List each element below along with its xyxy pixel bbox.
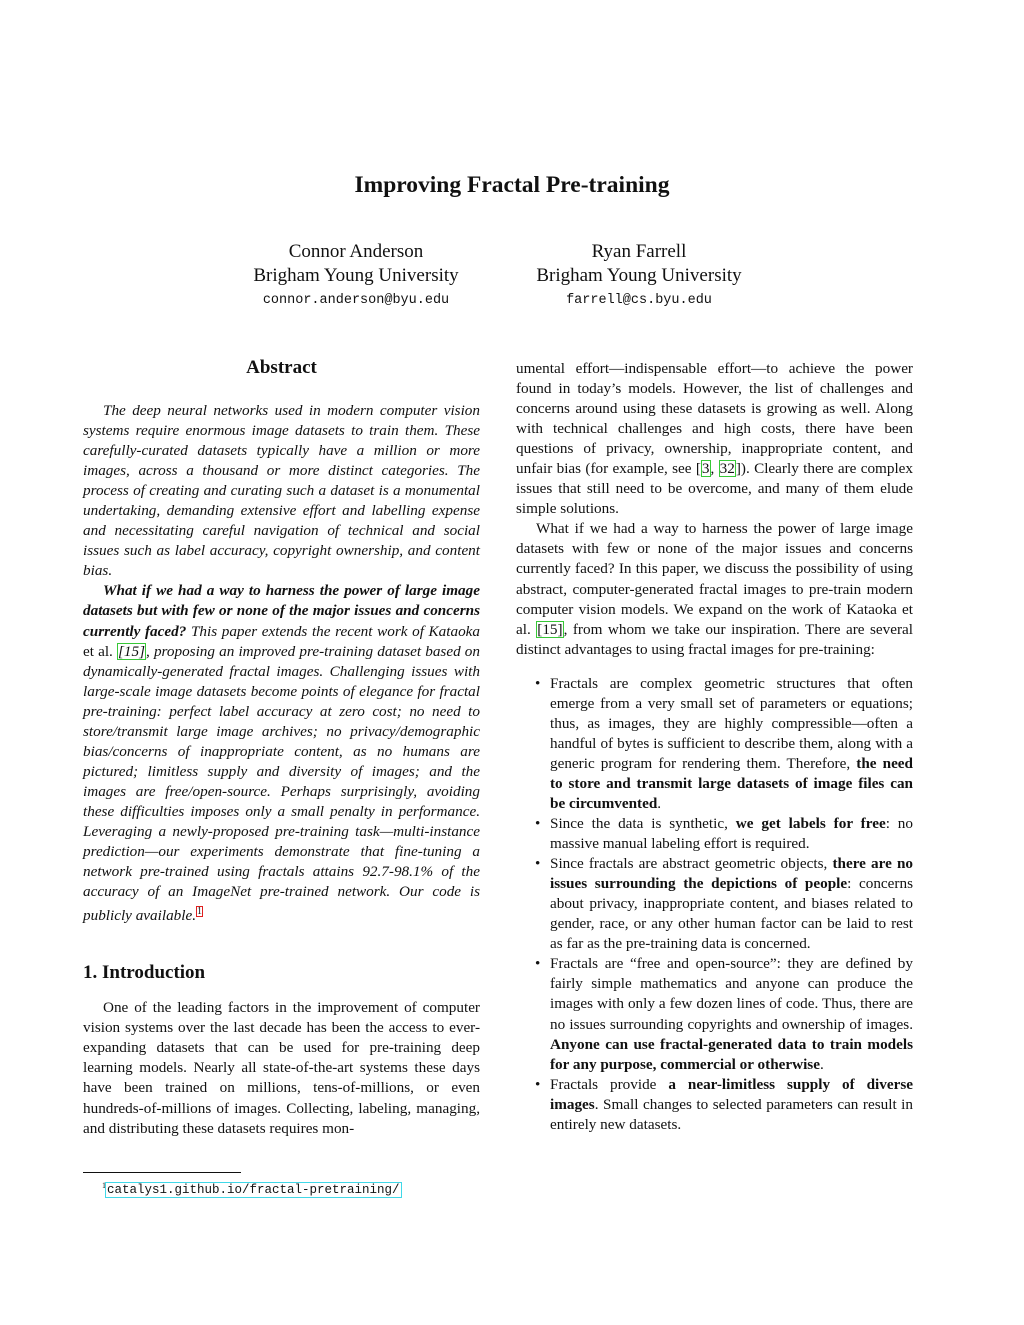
list-item: • Since fractals are abstract geometric objects, there are no issues surrounding the depictions of people: concerns about privacy, inappropriate content, and biases related to gender, race, or any other human factor can be laid to rest as far as the pre-training data is concerned. [535, 855, 914, 953]
bullet-icon: • [535, 1075, 541, 1093]
footnote [102, 1178, 401, 1198]
citation-link[interactable]: 32 [719, 460, 735, 478]
abstract-paragraph-2: What if we had a way to harness the power of large image datasets but with few or none of the major issues and concerns currently faced? This paper extends the recent work of Kataoka et al. [15], proposing an improved pre-training dataset based on dynamically-generated fractal images. Challenging issues with large-scale image datasets become points of elegance for fractal pre-training: perfect label accuracy at zero cost; no need to store/transmit large image archives; no privacy/demographic bias/concerns of inappropriate content, as no humans are pictured; limitless supply and diversity of images; and the images are free/open-source. Perhaps surprisingly, avoiding these difficulties imposes only a small penalty in performance. Leveraging a newly-proposed pre-training task—multi-instance prediction—our experiments demonstrate that fine-tuning a network pre-trained using fractals attains 92.7-98.1% of the accuracy of an ImageNet pre-trained network. Our code is publicly available.$^1$ [83, 582, 481, 925]
author-affiliation: Brigham Young University [253, 265, 459, 286]
author-email: connor.anderson@byu.edu [262, 293, 450, 308]
footnote-divider [83, 1172, 241, 1173]
bullet-icon: • [535, 674, 541, 692]
list-item: • Since the data is synthetic, we get labels for free: no massive manual labeling effort is required. [535, 815, 913, 853]
citation-link[interactable]: [15] [118, 642, 146, 660]
bullet-icon: • [535, 815, 541, 833]
list-item: • Fractals are complex geometric structures that often emerge from a very small set of parameters or equations; thus, as images, they are highly compressible—often a handful of bytes is sufficient to describe them, along with a generic program for rendering them. Therefore, the need to store and transmit large datasets of image files can be circumvented. [535, 674, 913, 812]
author-email: farrell@cs.byu.edu [566, 293, 712, 308]
section-heading-introduction: 1. Introduction [83, 962, 206, 984]
author-name: Connor Anderson [288, 241, 424, 262]
abstract-question: What if we had a way to harness the power of large image datasets but with few or none of the major issues and concerns currently faced? [83, 582, 480, 640]
list-item: • Fractals provide a near-limitless supply of diverse images. Small changes to selected parameters can result in entirely new datasets. [535, 1075, 913, 1133]
author-name: Ryan Farrell [591, 241, 687, 262]
citation-link[interactable]: 3 [701, 460, 710, 478]
code-url-link[interactable]: catalys1.github.io/fractal-pretraining/ [107, 1183, 400, 1198]
author-block-1 [206, 240, 506, 314]
citation-link[interactable]: [15] [537, 620, 563, 638]
paper-title: Improving Fractal Pre-training [354, 172, 670, 198]
right-column [516, 359, 913, 1135]
advantages-list [516, 674, 913, 1135]
intro-paragraph-1-cont: umental effort—indispensable effort—to achieve the power found in today’s models. However, the list of challenges and concerns around using these datasets is growing as well. Along with technical challenges and high costs, there have been questions of privacy, ownership, inappropriate content, and unfair bias (for example, see [3, 32]). Clearly there are complex issues that still need to be overcome, and many of them elude simple solutions. [516, 360, 913, 518]
left-column [83, 355, 480, 1139]
bullet-icon: • [535, 855, 541, 873]
bullet-icon: • [535, 955, 541, 973]
intro-paragraph-1: One of the leading factors in the improvement of computer vision systems over the last decade has been the access to ever-expanding datasets that can be used for pre-training deep learning models. Nearly all state-of-the-art systems these days have been trained on millions, tens-of-millions, or even hundreds-of-millions of images. Collecting, labeling, managing, and distributing these datasets requires mon- [83, 999, 480, 1137]
footnote-mark: 1 [102, 1181, 106, 1190]
author-affiliation: Brigham Young University [536, 265, 742, 286]
author-block-2 [489, 240, 789, 314]
list-item: • Fractals are “free and open-source”: they are defined by fairly simple mathematics and anyone can produce the images with only a few dozen lines of code. Thus, there are no issues surrounding copyrights and ownership of images. Anyone can use fractal-generated data to train models for any purpose, commercial or otherwise. [535, 955, 913, 1073]
footnote-ref-link[interactable]: 1 [197, 906, 203, 918]
abstract-paragraph-1: The deep neural networks used in modern computer vision systems require enormous image datasets to train them. These carefully-curated datasets typically have a million or more images, across a thousand or more distinct categories. The process of creating and curating such a dataset is a monumental undertaking, demanding extensive effort and labelling expense and necessitating careful navigation of technical and social issues such as label accuracy, copyright ownership, and content bias. [83, 402, 480, 580]
abstract-heading: Abstract [246, 357, 317, 378]
intro-paragraph-2: What if we had a way to harness the power of large image datasets with few or none of the major issues and concerns currently faced? In this paper, we discuss the possibility of using abstract, computer-generated fractal images to pre-train modern computer vision models. We expand on the work of Kataoka et al. [15], from whom we take our inspiration. There are several distinct advantages to using fractal images for pre-training: [516, 520, 913, 658]
